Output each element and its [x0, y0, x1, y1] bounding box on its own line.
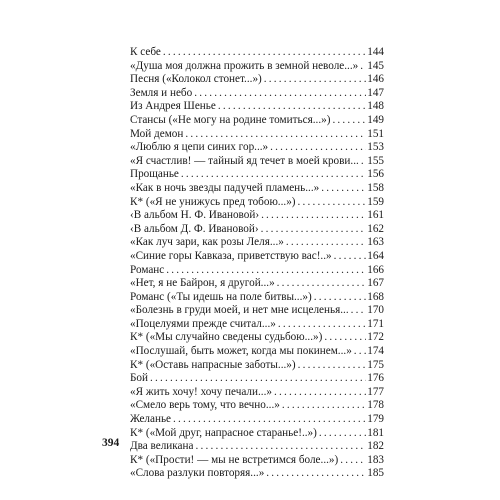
dot-leader: [163, 46, 366, 60]
toc-entry: [130, 372, 384, 386]
toc-entry-title: К* («Я не унижусь пред тобою...»): [130, 195, 296, 208]
toc-entry-page-number: 176: [367, 372, 384, 385]
toc-entry: [130, 73, 384, 87]
toc-entry-title: «Поцелуями прежде считал...»: [130, 317, 276, 330]
toc-entry: [130, 304, 384, 318]
dot-leader: [195, 440, 366, 454]
toc-entry: [130, 291, 384, 305]
toc-entry: [130, 467, 384, 481]
toc-entry-page-number: 183: [367, 453, 384, 466]
toc-entry-page-number: 177: [367, 385, 384, 398]
dot-leader: [361, 155, 366, 169]
toc-entry-page-number: 161: [367, 209, 384, 222]
toc-entry: [130, 318, 384, 332]
toc-entry-page-number: 151: [367, 127, 384, 140]
toc-entry-page-number: 145: [367, 59, 384, 72]
toc-entry: [130, 345, 384, 359]
toc-entry-page-number: 179: [367, 413, 384, 426]
toc-entry-title: Романс («Ты идешь на поле битвы...»): [130, 290, 312, 303]
toc-entry-page-number: 182: [367, 440, 384, 453]
toc-entry-title: Желанье: [130, 413, 172, 426]
toc-entry-page-number: 172: [367, 331, 384, 344]
toc-entry-page-number: 181: [367, 426, 384, 439]
dot-leader: [261, 223, 367, 237]
toc-entry: [130, 440, 384, 454]
toc-entry-page-number: 170: [367, 304, 384, 317]
dot-leader: [324, 331, 366, 345]
toc-entry-title: «Люблю я цепи синих гор...»: [130, 141, 269, 154]
dot-leader: [321, 182, 366, 196]
dot-leader: [340, 454, 366, 468]
toc-entry-title: «Слова разлуки повторяя...»: [130, 467, 265, 480]
toc-entry: [130, 155, 384, 169]
page-number: 394: [102, 437, 120, 449]
dot-leader: [334, 250, 367, 264]
dot-leader: [278, 318, 366, 332]
toc-entry-page-number: 148: [367, 100, 384, 113]
toc-entry-page-number: 167: [367, 277, 384, 290]
toc-entry-page-number: 155: [367, 154, 384, 167]
toc-entry-title: К* («Прости! — мы не встретимся боле...»): [130, 453, 339, 466]
toc-entry-page-number: 178: [367, 399, 384, 412]
toc-entry-title: Песня («Колокол стонет...»): [130, 73, 262, 86]
toc-entry-title: Два великана: [130, 440, 194, 453]
toc-entry-title: К* («Оставь напрасные заботы...»): [130, 358, 296, 371]
toc-entry-title: К* («Мы случайно сведены судьбою...»): [130, 331, 323, 344]
dot-leader: [261, 209, 366, 223]
toc-entry: [130, 427, 384, 441]
toc-entry-title: «Я жить хочу! хочу печали...»: [130, 385, 272, 398]
dot-leader: [266, 467, 366, 481]
dot-leader: [332, 114, 366, 128]
toc-entry-page-number: 163: [367, 236, 384, 249]
toc-entry-page-number: 162: [367, 222, 384, 235]
toc-entry-page-number: 146: [367, 73, 384, 86]
toc-entry: [130, 168, 384, 182]
toc-entry-page-number: 147: [367, 86, 384, 99]
table-of-contents: [130, 46, 384, 481]
toc-entry-title: ‹В альбом Н. Ф. Ивановой›: [130, 209, 260, 222]
toc-entry: [130, 87, 384, 101]
dot-leader: [150, 372, 366, 386]
toc-entry-title: Из Андрея Шенье: [130, 100, 216, 113]
toc-entry-page-number: 185: [367, 467, 384, 480]
toc-entry: [130, 454, 384, 468]
toc-entry: [130, 114, 384, 128]
toc-entry-title: «Синие горы Кавказа, приветствую вас!..»: [130, 249, 332, 262]
toc-entry: [130, 359, 384, 373]
dot-leader: [314, 291, 367, 305]
toc-entry-title: Романс: [130, 263, 165, 276]
toc-entry-title: «Послушай, быть может, когда мы покинем...»: [130, 345, 352, 358]
toc-entry-title: «Нет, я не Байрон, я другой...»: [130, 277, 275, 290]
toc-entry: [130, 128, 384, 142]
dot-leader: [270, 141, 366, 155]
toc-entry: [130, 60, 384, 74]
toc-entry: [130, 277, 384, 291]
toc-entry: [130, 331, 384, 345]
toc-entry: [130, 100, 384, 114]
dot-leader: [298, 359, 367, 373]
dot-leader: [360, 60, 366, 74]
dot-leader: [264, 73, 366, 87]
dot-leader: [194, 87, 366, 101]
toc-entry-title: «Я счастлив! — тайный яд течет в моей крови...: [130, 154, 359, 167]
toc-entry: [130, 399, 384, 413]
toc-entry-title: «Душа моя должна прожить в земной неволе...»: [130, 59, 359, 72]
toc-entry-page-number: 153: [367, 141, 384, 154]
toc-entry-page-number: 159: [367, 195, 384, 208]
toc-entry-page-number: 168: [367, 290, 384, 303]
dot-leader: [351, 304, 367, 318]
toc-entry-title: «Как в ночь звезды падучей пламень...»: [130, 181, 320, 194]
toc-entry-page-number: 158: [367, 181, 384, 194]
dot-leader: [173, 413, 366, 427]
toc-entry-page-number: 156: [367, 168, 384, 181]
dot-leader: [185, 128, 366, 142]
toc-entry-title: Мой демон: [130, 127, 184, 140]
toc-entry: [130, 386, 384, 400]
toc-entry-title: «Болезнь в груди моей, и нет мне исцеленья...: [130, 304, 349, 317]
dot-leader: [286, 236, 366, 250]
toc-entry-page-number: 166: [367, 263, 384, 276]
toc-entry: [130, 182, 384, 196]
toc-entry-page-number: 171: [367, 317, 384, 330]
dot-leader: [277, 277, 367, 291]
dot-leader: [181, 168, 366, 182]
toc-entry: [130, 46, 384, 60]
toc-entry: [130, 141, 384, 155]
toc-entry-title: Прощанье: [130, 168, 179, 181]
toc-entry-title: К себе: [130, 46, 161, 58]
dot-leader: [218, 100, 366, 114]
toc-entry-page-number: 174: [367, 345, 384, 358]
toc-entry: [130, 250, 384, 264]
toc-entry: [130, 413, 384, 427]
toc-entry: [130, 236, 384, 250]
dot-leader: [354, 345, 366, 359]
toc-entry: [130, 223, 384, 237]
toc-entry-title: Стансы («Не могу на родине томиться...»): [130, 113, 331, 126]
dot-leader: [298, 196, 367, 210]
toc-entry-title: «Смело верь тому, что вечно...»: [130, 399, 280, 412]
toc-entry-page-number: 175: [367, 358, 384, 371]
toc-entry-title: Бой: [130, 372, 149, 385]
dot-leader: [274, 386, 366, 400]
toc-entry: [130, 209, 384, 223]
toc-entry-title: «Как луч зари, как розы Леля...»: [130, 236, 284, 249]
toc-entry-title: ‹В альбом Д. Ф. Ивановой›: [130, 222, 259, 235]
dot-leader: [282, 399, 366, 413]
toc-entry-page-number: 144: [367, 46, 384, 58]
toc-entry: [130, 264, 384, 278]
toc-entry: [130, 196, 384, 210]
toc-entry-title: К* («Мой друг, напрасное старанье!..»): [130, 426, 317, 439]
toc-entry-page-number: 164: [367, 249, 384, 262]
dot-leader: [166, 264, 366, 278]
toc-entry-title: Земля и небо: [130, 86, 193, 99]
dot-leader: [319, 427, 366, 441]
toc-entry-page-number: 149: [367, 113, 384, 126]
